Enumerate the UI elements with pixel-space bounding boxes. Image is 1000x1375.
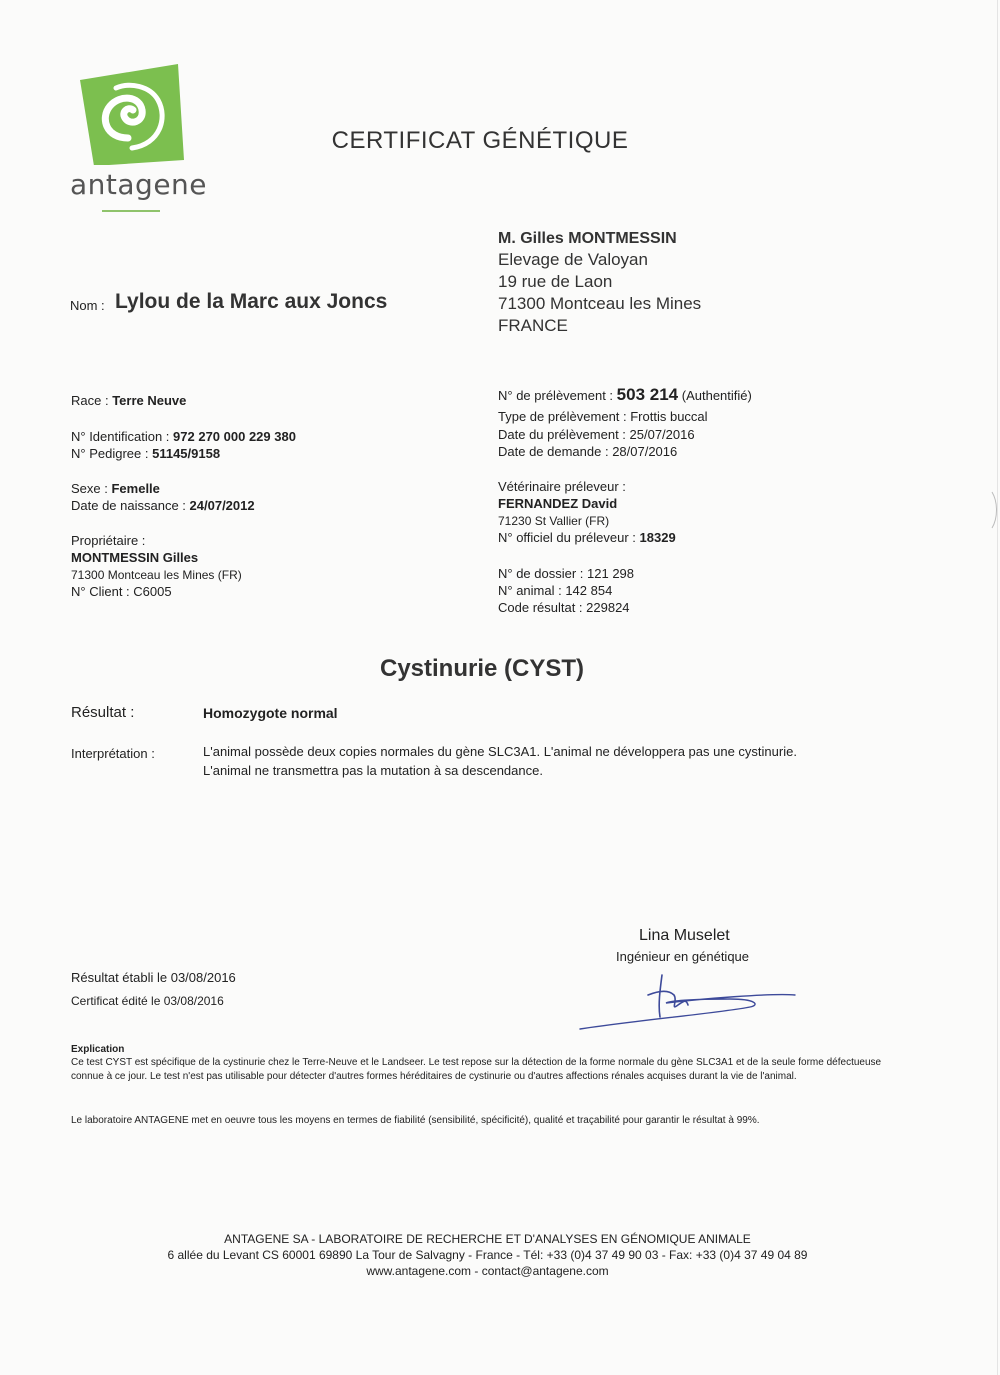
birthdate-label: Date de naissance : (71, 498, 186, 513)
result-label: Résultat : (71, 704, 135, 721)
page-edge (997, 0, 998, 1375)
test-title: Cystinurie (CYST) (379, 655, 585, 682)
prelevement-type: Type de prélèvement : Frottis buccal (498, 409, 708, 424)
prelevement-row (498, 386, 752, 404)
signatory-name: Lina Muselet (639, 927, 730, 944)
interpretation-label: Interprétation : (71, 746, 155, 761)
birthdate-value: 24/07/2012 (189, 498, 255, 513)
sexe-row (71, 480, 160, 497)
footer-web: www.antagene.com - contact@antagene.com (366, 1264, 609, 1278)
identification-value: 972 270 000 229 380 (173, 429, 296, 444)
race-value: Terre Neuve (112, 393, 187, 408)
footer-company: ANTAGENE SA - LABORATOIRE DE RECHERCHE ET D'ANALYSES EN GÉNOMIQUE ANIMALE (224, 1232, 751, 1246)
pedigree-value: 51145/9158 (152, 446, 221, 461)
interpretation-line-1: L'animal possède deux copies normales du gène SLC3A1. L'animal ne développera pas une cystinurie. (203, 744, 797, 759)
officiel-label: N° officiel du préleveur : (498, 530, 636, 545)
officiel-row (498, 529, 676, 546)
owner-country: FRANCE (498, 316, 568, 335)
proprietaire-label: Propriétaire : (71, 533, 146, 548)
animal-name: Lylou de la Marc aux Joncs (115, 290, 388, 313)
officiel-value: 18329 (639, 530, 676, 545)
race-row (71, 392, 186, 409)
owner-city: 71300 Montceau les Mines (498, 294, 702, 313)
prelevement-number: 503 214 (616, 385, 679, 404)
result-value: Homozygote normal (203, 705, 338, 721)
sexe-label: Sexe : (71, 481, 108, 496)
handwritten-signature (570, 965, 800, 1040)
result-established-date: Résultat établi le 03/08/2016 (71, 970, 236, 985)
pedigree-row (71, 445, 220, 462)
prelevement-date: Date du prélèvement : 25/07/2016 (498, 427, 695, 442)
dossier-number: N° de dossier : 121 298 (498, 566, 635, 581)
certificate-edited-date: Certificat édité le 03/08/2016 (71, 994, 224, 1008)
laboratoire-statement: Le laboratoire ANTAGENE met en oeuvre tous les moyens en termes de fiabilité (sensibilité, spécificité), qualité et traçabilité pour garantir le résultat à 99%. (71, 1115, 760, 1126)
prelevement-label: N° de prélèvement : (498, 388, 614, 403)
interpretation-line-2: L'animal ne transmettra pas la mutation à sa descendance. (203, 763, 543, 778)
footer-address: 6 allée du Levant CS 60001 69890 La Tour de Salvagny - France - Tél: +33 (0)4 37 49 90 03 - Fax: +33 (0)4 37 49 04 89 (167, 1248, 808, 1262)
identification-label: N° Identification : (71, 429, 170, 444)
logo-underline (102, 210, 160, 212)
prelevement-note: (Authentifié) (681, 388, 752, 403)
certificate-title: CERTIFICAT GÉNÉTIQUE (331, 127, 629, 154)
signatory-role: Ingénieur en génétique (616, 949, 750, 964)
veterinaire-name: FERNANDEZ David (498, 496, 618, 511)
result-code: Code résultat : 229824 (498, 600, 630, 615)
demande-date: Date de demande : 28/07/2016 (498, 444, 678, 459)
pedigree-label: N° Pedigree : (71, 446, 149, 461)
owner-name: M. Gilles MONTMESSIN (498, 230, 677, 247)
owner-street: 19 rue de Laon (498, 272, 613, 291)
birthdate-row (71, 497, 255, 514)
explication-text: Ce test CYST est spécifique de la cystinurie chez le Terre-Neuve et le Landseer. Le test repose sur la détection de la forme normale du gène SLC3A1 et de la seule forme défectueuse connue à ce jour. Le test n'est pas utilisable pour détecter d'autres formes héréditaires de cystinurie ou d'autres affections rénales acquises durant la vie de l'animal. (71, 1057, 882, 1082)
animal-number: N° animal : 142 854 (498, 583, 613, 598)
veterinaire-label: Vétérinaire préleveur : (498, 479, 626, 494)
race-label: Race : (71, 393, 109, 408)
veterinaire-city: 71230 St Vallier (FR) (498, 514, 610, 528)
sexe-value: Femelle (111, 481, 160, 496)
owner-kennel: Elevage de Valoyan (498, 250, 648, 269)
explication-heading: Explication (71, 1044, 125, 1055)
client-number: N° Client : C6005 (71, 584, 172, 599)
logo-wordmark: antagene (70, 168, 208, 201)
nom-label: Nom : (70, 298, 105, 313)
identification-row (71, 428, 296, 445)
page-edge-mark (990, 490, 1000, 530)
proprietaire-name: MONTMESSIN Gilles (71, 550, 199, 565)
proprietaire-city: 71300 Montceau les Mines (FR) (71, 568, 242, 582)
